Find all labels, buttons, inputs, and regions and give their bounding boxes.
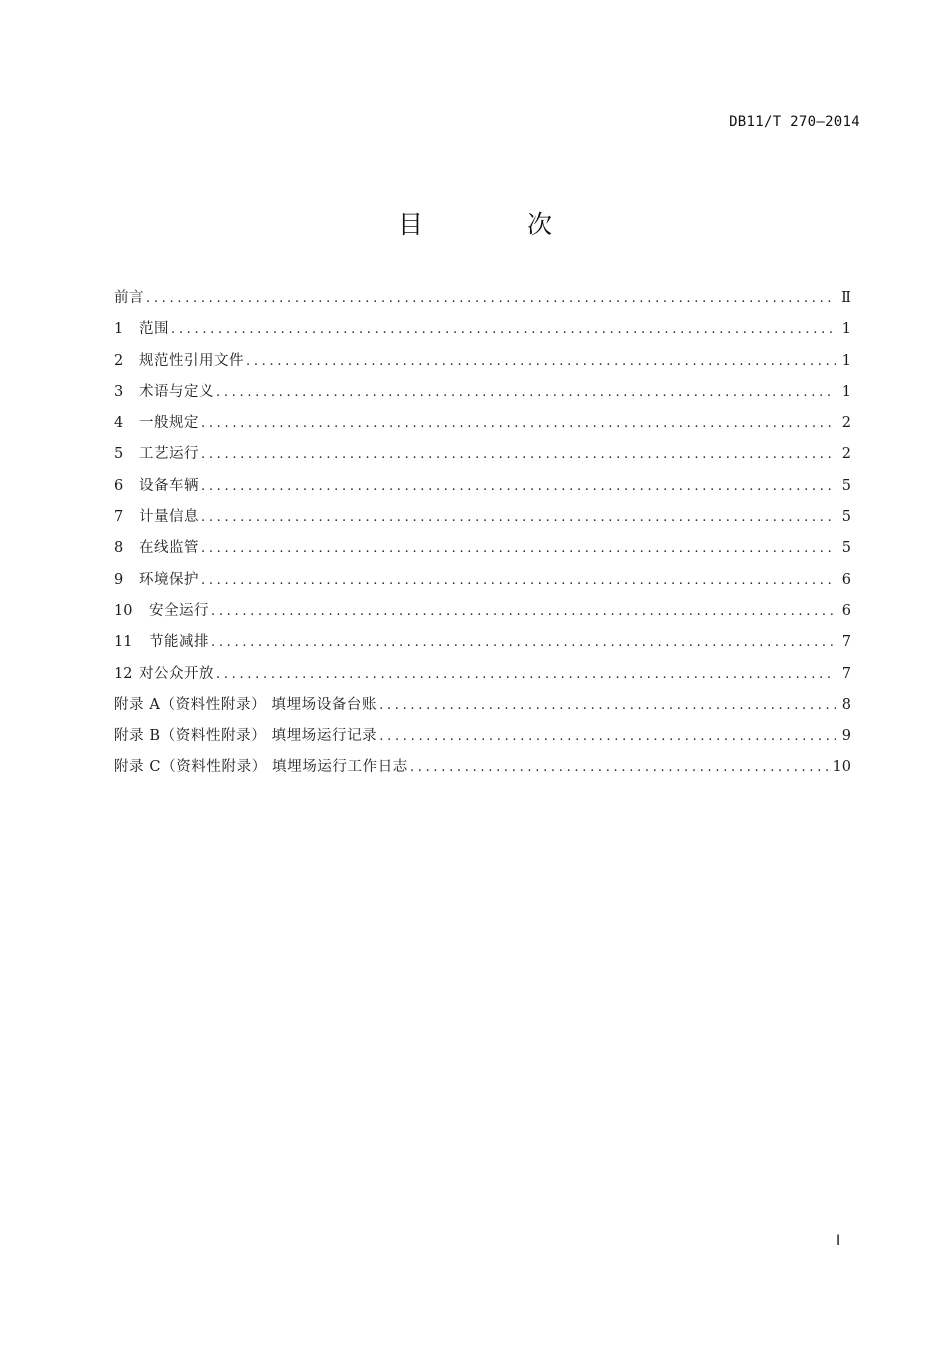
- toc-entry-page: Ⅱ: [841, 290, 851, 306]
- toc-leader-dots: [216, 385, 836, 400]
- toc-entry-label: 附录 C（资料性附录） 填埋场运行工作日志: [114, 759, 408, 776]
- toc-leader-dots: [201, 510, 836, 525]
- toc-entry-number: 3: [114, 383, 124, 400]
- toc-entry-page: 5: [841, 540, 851, 557]
- toc-entry-number: 10: [114, 602, 133, 619]
- toc-entry-page: 2: [841, 446, 851, 463]
- toc-entry-appendix-a[interactable]: [114, 693, 851, 724]
- toc-entry-label: 计量信息: [139, 509, 199, 526]
- toc-entry-page: 8: [841, 696, 851, 713]
- toc-entry-label: 规范性引用文件: [139, 352, 244, 369]
- toc-entry-6[interactable]: [114, 474, 851, 505]
- toc-entry-7[interactable]: [114, 505, 851, 536]
- toc-entry-page: 9: [841, 728, 851, 745]
- toc-entry-number: 4: [114, 415, 124, 432]
- toc-entry-number: 11: [114, 634, 133, 651]
- toc-leader-dots: [246, 354, 836, 369]
- toc-entry-label: 环境保护: [139, 571, 199, 588]
- toc-entry-label: 对公众开放: [139, 665, 214, 682]
- toc-leader-dots: [201, 479, 836, 494]
- toc-leader-dots: [379, 698, 836, 713]
- toc-entry-label: 节能减排: [149, 634, 209, 651]
- toc-entry-4[interactable]: [114, 411, 851, 442]
- toc-entry-label: 术语与定义: [139, 383, 214, 400]
- toc-entry-number: 6: [114, 477, 124, 494]
- toc-entry-page: 6: [841, 571, 851, 588]
- toc-entry-page: 6: [841, 602, 851, 619]
- toc-entry-number: 2: [114, 352, 124, 369]
- toc-entry-page: 7: [841, 665, 851, 682]
- document-code: DB11/T 270—2014: [729, 114, 860, 130]
- toc-entry-page: 7: [841, 634, 851, 651]
- toc-entry-page: 10: [832, 759, 851, 776]
- toc-entry-8[interactable]: [114, 536, 851, 567]
- toc-leader-dots: [201, 573, 836, 588]
- toc-leader-dots: [201, 541, 836, 556]
- toc-entry-page: 1: [841, 352, 851, 369]
- toc-entry-number: 5: [114, 446, 124, 463]
- page-title: 目 次: [398, 210, 600, 239]
- toc-entry-label: 附录 B（资料性附录） 填埋场运行记录: [114, 728, 378, 745]
- toc-leader-dots: [410, 760, 828, 775]
- toc-entry-10[interactable]: [114, 599, 851, 630]
- toc-leader-dots: [211, 604, 836, 619]
- toc-leader-dots: [216, 667, 836, 682]
- toc-entry-5[interactable]: [114, 442, 851, 473]
- toc-entry-page: 1: [841, 321, 851, 338]
- toc-entry-page: 5: [841, 509, 851, 526]
- toc-leader-dots: [211, 635, 836, 650]
- toc-entry-1[interactable]: [114, 317, 851, 348]
- toc-entry-label: 前言: [114, 290, 144, 306]
- toc-entry-9[interactable]: [114, 568, 851, 599]
- toc-entry-label: 设备车辆: [139, 477, 199, 494]
- toc-entry-12[interactable]: [114, 662, 851, 693]
- toc-entry-number: 1: [114, 321, 124, 338]
- toc-entry-label: 一般规定: [139, 415, 199, 432]
- toc-leader-dots: [146, 291, 836, 306]
- toc-entry-11[interactable]: [114, 630, 851, 661]
- toc-entry-page: 5: [841, 477, 851, 494]
- toc-entry-page: 2: [841, 415, 851, 432]
- toc-leader-dots: [201, 447, 836, 462]
- toc-entry-label: 在线监管: [139, 540, 199, 557]
- toc-entry-label: 范围: [139, 321, 169, 338]
- page-number: I: [836, 1233, 841, 1249]
- table-of-contents: [114, 286, 851, 787]
- toc-leader-dots: [201, 416, 836, 431]
- toc-entry-appendix-b[interactable]: [114, 724, 851, 755]
- toc-entry-number: 9: [114, 571, 124, 588]
- toc-entry-label: 工艺运行: [139, 446, 199, 463]
- toc-entry-number: 8: [114, 540, 124, 557]
- toc-entry-page: 1: [841, 383, 851, 400]
- toc-entry-foreword[interactable]: [114, 286, 851, 317]
- toc-entry-2[interactable]: [114, 349, 851, 380]
- toc-leader-dots: [379, 729, 836, 744]
- toc-leader-dots: [171, 322, 836, 337]
- toc-entry-3[interactable]: [114, 380, 851, 411]
- toc-entry-appendix-c[interactable]: [114, 755, 851, 786]
- toc-entry-number: 12: [114, 665, 133, 682]
- toc-entry-number: 7: [114, 509, 124, 526]
- toc-entry-label: 安全运行: [149, 602, 209, 619]
- toc-entry-label: 附录 A（资料性附录） 填埋场设备台账: [114, 696, 378, 713]
